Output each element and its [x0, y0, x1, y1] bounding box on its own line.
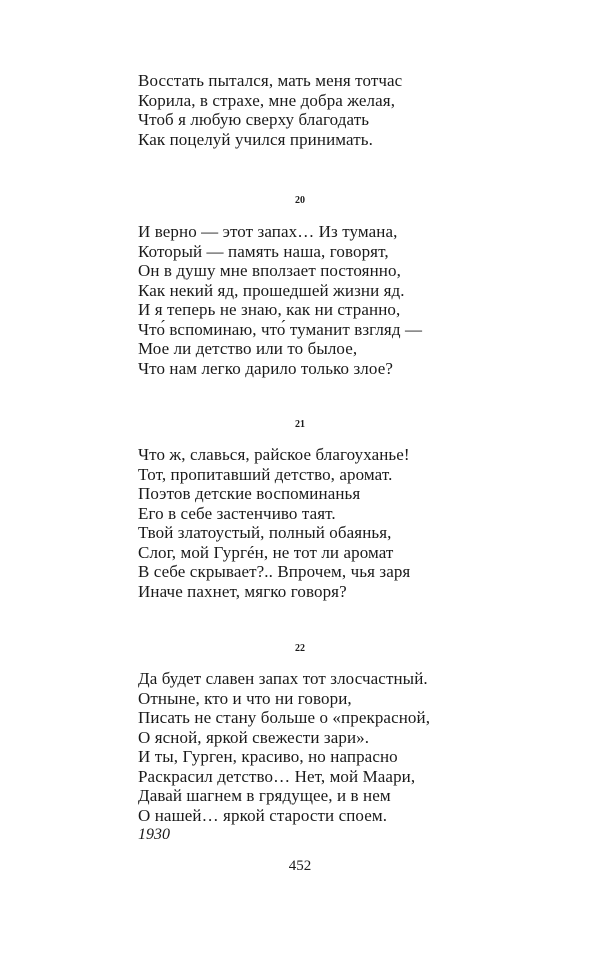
poem-year: 1930	[138, 826, 170, 843]
verse-line: Отныне, кто и что ни говори,	[138, 688, 352, 708]
verse-line: Раскрасил детство… Нет, мой Маари,	[138, 766, 416, 786]
verse-line: Что ж, славься, райское благоуханье!	[138, 445, 410, 464]
verse-line: Поэтов детские воспоминанья	[138, 484, 361, 503]
section-number-20: 20	[295, 195, 305, 206]
verse-line: Чтоб я любую сверху благодать	[138, 110, 370, 129]
stanza-22	[138, 669, 578, 825]
section-number-22: 22	[295, 643, 305, 654]
verse-line: Мое ли детство или то былое,	[138, 339, 358, 358]
verse-line: Как поцелуй учился принимать.	[138, 129, 373, 149]
verse-line: Твой златоустый, полный обаянья,	[138, 523, 392, 542]
verse-line: Что нам легко дарило только злое?	[138, 358, 393, 378]
verse-line: О ясной, яркой свежести зари».	[138, 727, 370, 747]
verse-line: Как некий яд, прошедшей жизни яд.	[138, 280, 405, 300]
verse-line: И я теперь не знаю, как ни странно,	[138, 300, 401, 319]
verse-line: О нашей… яркой старости споем.	[138, 805, 388, 825]
verse-line: Восстать пытался, мать меня тотчас	[138, 71, 403, 90]
verse-line: Слог, мой Гургéн, не тот ли аромат	[138, 542, 394, 562]
verse-line: Тот, пропитавший детство, аромат.	[138, 464, 393, 484]
verse-line: Писать не стану больше о «прекрасной,	[138, 708, 431, 727]
verse-line: Да будет славен запах тот злосчастный.	[138, 669, 428, 688]
verse-line: И ты, Гурген, красиво, но напрасно	[138, 747, 398, 766]
stanza-20	[138, 222, 578, 378]
verse-line: Его в себе застенчиво таят.	[138, 503, 336, 523]
verse-line: Что́ вспоминаю, что́ туманит взгляд —	[138, 319, 423, 339]
verse-line: И верно — этот запах… Из тумана,	[138, 222, 398, 241]
verse-line: Он в душу мне вползает постоянно,	[138, 261, 401, 280]
verse-line: Давай шагнем в грядущее, и в нем	[138, 786, 391, 805]
verse-line: Иначе пахнет, мягко говоря?	[138, 581, 347, 601]
stanza-continued	[138, 71, 578, 149]
verse-line: Корила, в страхе, мне добра желая,	[138, 90, 396, 110]
section-number-21: 21	[295, 419, 305, 430]
stanza-21	[138, 445, 578, 601]
verse-line: В себе скрывает?.. Впрочем, чья заря	[138, 562, 411, 581]
page-number: 452	[288, 858, 312, 874]
verse-line: Который — память наша, говорят,	[138, 241, 389, 261]
